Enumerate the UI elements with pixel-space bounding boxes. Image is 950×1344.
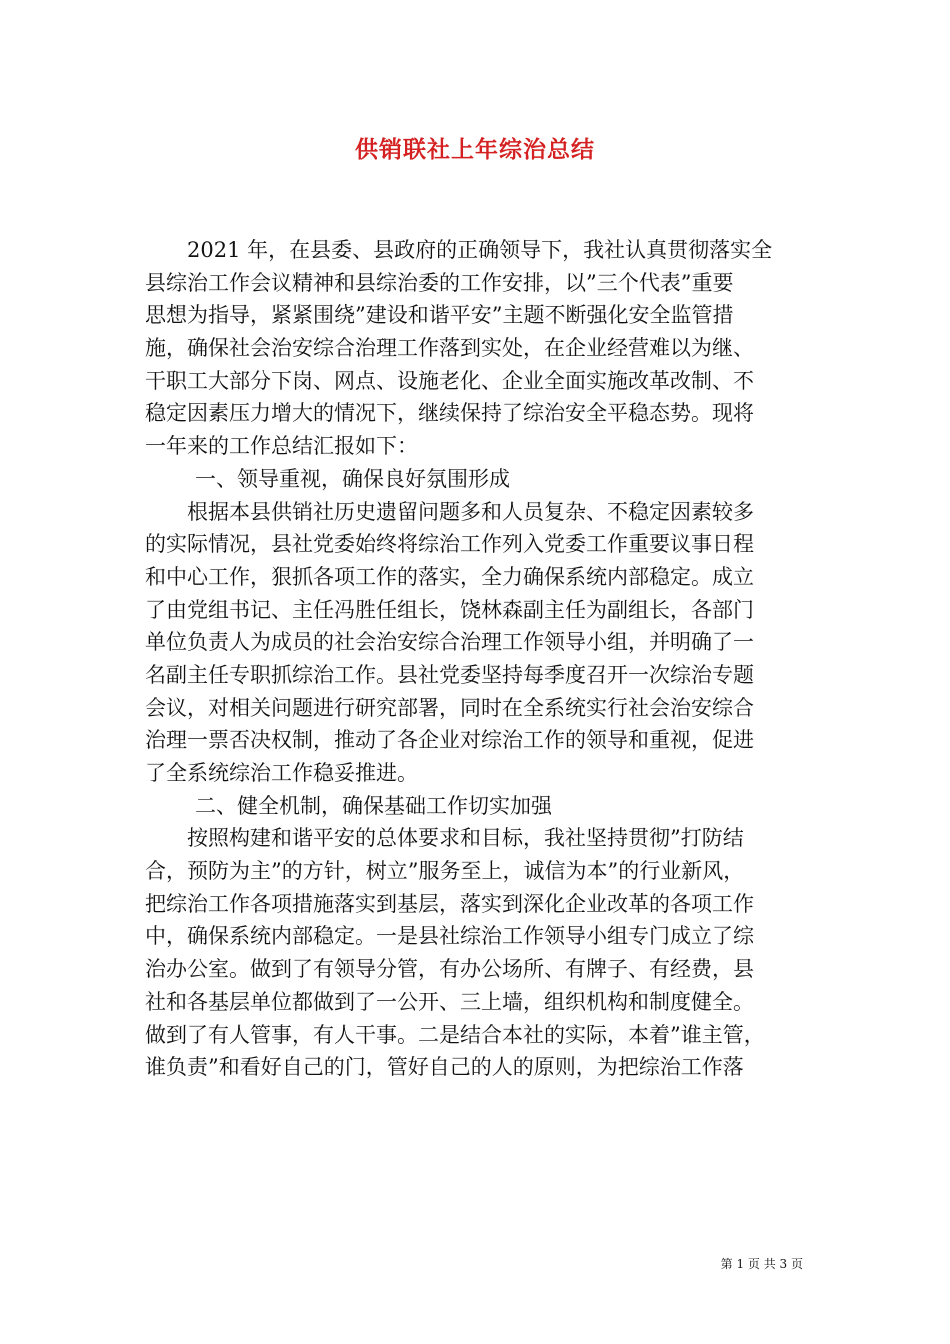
paragraph-line: 把综治工作各项措施落实到基层，落实到深化企业改革的各项工作 — [145, 891, 754, 916]
paragraph-line: 稳定因素压力增大的情况下，继续保持了综治安全平稳态势。现将 — [145, 401, 754, 426]
paragraph-line: 和中心工作，狠抓各项工作的落实，全力确保系统内部稳定。成立 — [145, 564, 754, 589]
paragraph-line: 根据本县供销社历史遗留问题多和人员复杂、不稳定因素较多 — [187, 499, 754, 524]
paragraph-line: 2021 年，在县委、县政府的正确领导下，我社认真贯彻落实全 — [187, 238, 773, 262]
paragraph-line: 了全系统综治工作稳妥推进。 — [145, 761, 418, 785]
paragraph-line: 社和各基层单位都做到了一公开、三上墙，组织机构和制度健全。 — [145, 989, 754, 1014]
paragraph-line: 谁负责”和看好自己的门，管好自己的人的原则，为把综治工作落 — [145, 1055, 744, 1080]
paragraph-line: 单位负责人为成员的社会治安综合治理工作领导小组，并明确了一 — [145, 630, 754, 655]
paragraph-line: 干职工大部分下岗、网点、设施老化、企业全面实施改革改制、不 — [145, 368, 754, 393]
paragraph-line: 合，预防为主”的方针，树立”服务至上，诚信为本”的行业新风， — [145, 859, 745, 884]
paragraph-line: 治理一票否决权制，推动了各企业对综治工作的领导和重视，促进 — [145, 728, 754, 753]
paragraph-line: 中，确保系统内部稳定。一是县社综治工作领导小组专门成立了综 — [145, 924, 754, 949]
page-number: 第 1 页 共 3 页 — [720, 1257, 803, 1271]
paragraph-line: 按照构建和谐平安的总体要求和目标，我社坚持贯彻”打防结 — [187, 826, 744, 851]
section-heading: 一、领导重视，确保良好氛围形成 — [195, 466, 510, 491]
paragraph-line: 思想为指导，紧紧围绕”建设和谐平安”主题不断强化安全监管措 — [145, 303, 734, 328]
paragraph-line: 做到了有人管事，有人干事。二是结合本社的实际，本着”谁主管， — [145, 1022, 765, 1047]
paragraph-line: 县综治工作会议精神和县综治委的工作安排，以”三个代表”重要 — [145, 270, 734, 295]
document-title: 供销联社上年综治总结 — [355, 136, 595, 163]
paragraph-line: 的实际情况，县社党委始终将综治工作列入党委工作重要议事日程 — [145, 532, 754, 557]
paragraph-line: 会议，对相关问题进行研究部署，同时在全系统实行社会治安综合 — [145, 695, 754, 720]
paragraph-line: 施，确保社会治安综合治理工作落到实处，在企业经营难以为继、 — [145, 336, 754, 361]
paragraph-line: 了由党组书记、主任冯胜任组长，饶林森副主任为副组长，各部门 — [145, 597, 754, 622]
section-heading: 二、健全机制，确保基础工作切实加强 — [195, 793, 552, 818]
document-body — [145, 234, 805, 1084]
paragraph-line: 一年来的工作总结汇报如下： — [145, 434, 418, 459]
paragraph-line: 治办公室。做到了有领导分管，有办公场所、有牌子、有经费，县 — [145, 957, 754, 982]
paragraph-line: 名副主任专职抓综治工作。县社党委坚持每季度召开一次综治专题 — [145, 662, 754, 687]
